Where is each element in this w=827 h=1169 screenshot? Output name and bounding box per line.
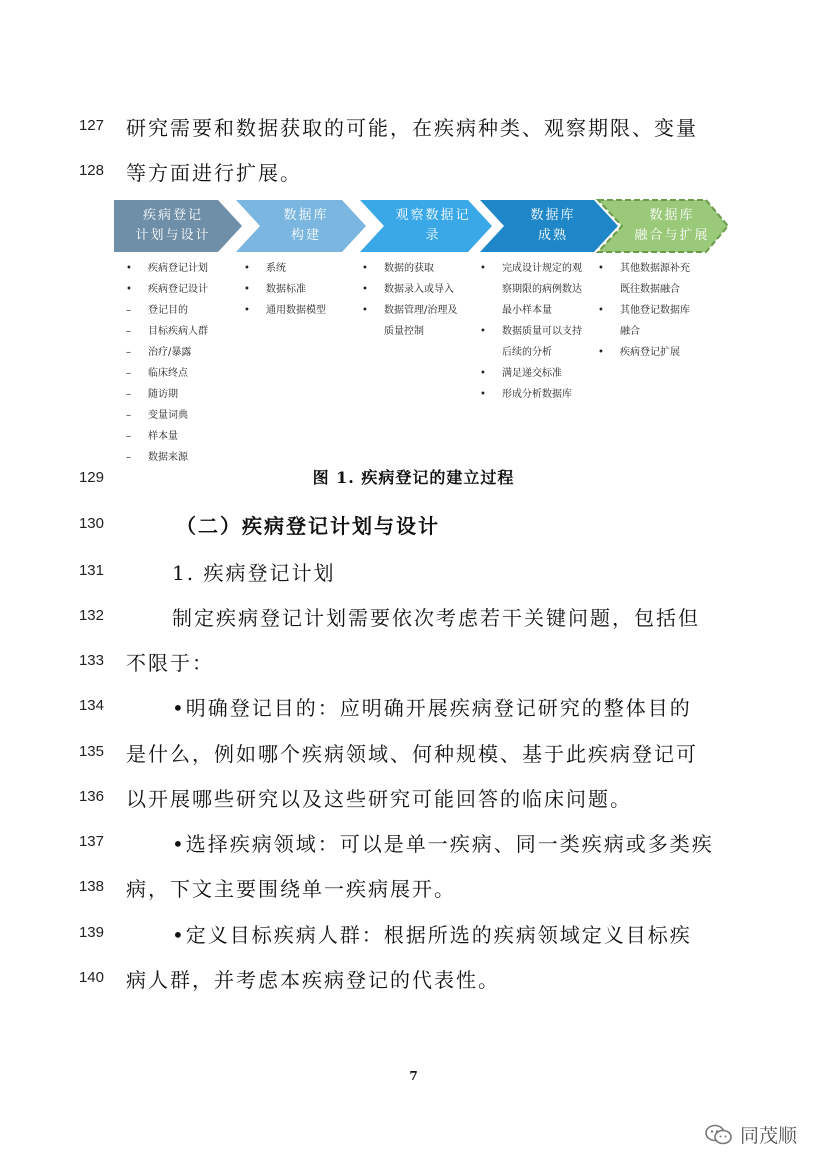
bullet-marker: – <box>126 452 131 463</box>
figure-list-item-text: 样本量 <box>148 431 178 442</box>
figure-column-1 <box>122 258 240 463</box>
figure-list-item-text: 融合 <box>620 326 640 337</box>
bullet-marker: – <box>126 305 131 316</box>
page-number: 7 <box>409 1069 418 1083</box>
bullet-marker: • <box>362 305 368 316</box>
figure-list-item-text: 登记目的 <box>148 305 188 316</box>
figure-column-5 <box>594 258 718 452</box>
figure-column-3 <box>358 258 478 452</box>
line-number: 135 <box>78 743 104 760</box>
line-number: 130 <box>78 515 104 532</box>
figure-list-item <box>240 258 358 279</box>
figure-list-item <box>594 321 718 342</box>
bullet-line: •定义目标疾病人群：根据所选的疾病领域定义目标疾 <box>172 923 692 947</box>
figure-column-2 <box>240 258 358 452</box>
subsection-heading: 1. 疾病登记计划 <box>172 561 336 585</box>
figure-list-item <box>122 321 240 342</box>
figure-list-item <box>594 300 718 321</box>
bullet-marker: • <box>598 347 604 358</box>
figure-list-item-text: 质量控制 <box>384 326 424 337</box>
figure-list-item-text: 其他数据源补充 <box>620 263 690 274</box>
figure-list-item <box>122 279 240 300</box>
figure-list-item <box>358 279 478 300</box>
figure-list-item-text: 系统 <box>266 263 286 274</box>
figure-list-item <box>240 300 358 321</box>
bullet-marker: – <box>126 410 131 421</box>
figure-list-item-text: 疾病登记扩展 <box>620 347 680 358</box>
line-number: 134 <box>78 697 104 714</box>
chevron-step-1-label: 疾病登记 计划与设计 <box>135 208 211 243</box>
figure-list-item <box>476 321 600 342</box>
figure-list-item-text: 疾病登记设计 <box>148 284 208 295</box>
line-number: 139 <box>78 924 104 941</box>
figure-list-item <box>476 300 600 321</box>
line-number: 128 <box>78 162 104 179</box>
figure-list-item-text: 完成设计规定的观 <box>502 263 582 274</box>
bullet-marker: – <box>126 368 131 379</box>
bullet-marker: • <box>126 284 132 295</box>
figure-list-item <box>476 342 600 363</box>
figure-list-item-text: 数据质量可以支持 <box>502 326 582 337</box>
figure-list-item <box>358 300 478 321</box>
figure-list-item <box>594 258 718 279</box>
bullet-marker: • <box>244 305 250 316</box>
watermark-text: 同茂顺 <box>740 1125 798 1147</box>
figure-list-item <box>122 363 240 384</box>
figure-list-item-text: 随访期 <box>148 389 178 400</box>
bullet-marker: – <box>126 347 131 358</box>
line-number: 127 <box>78 117 104 134</box>
paragraph-line: 病，下文主要围绕单一疾病展开。 <box>126 877 456 901</box>
line-number: 132 <box>78 607 104 624</box>
figure-list-item <box>122 342 240 363</box>
line-number: 133 <box>78 652 104 669</box>
figure-column-4 <box>476 258 600 452</box>
figure-list-item-text: 数据录入或导入 <box>384 284 454 295</box>
figure-list-item-text: 形成分析数据库 <box>502 389 572 400</box>
figure-list-item <box>358 258 478 279</box>
figure-list-item-text: 变量词典 <box>148 410 188 421</box>
figure-list-item <box>122 384 240 405</box>
chevron-step-2-label: 数据库 构建 <box>283 208 329 243</box>
figure-list-item-text: 最小样本量 <box>502 305 552 316</box>
watermark <box>704 1121 797 1148</box>
wechat-icon <box>704 1123 734 1147</box>
bullet-marker: • <box>244 284 250 295</box>
figure-list-item-text: 通用数据模型 <box>266 305 326 316</box>
paragraph-line: 等方面进行扩展。 <box>126 161 302 185</box>
bullet-marker: • <box>362 284 368 295</box>
figure-list-item-text: 数据标准 <box>266 284 306 295</box>
bullet-marker: • <box>126 263 132 274</box>
figure-list-item-text: 既往数据融合 <box>620 284 680 295</box>
figure-caption: 图 1. 疾病登记的建立过程 <box>312 468 515 487</box>
figure-list-item-text: 治疗/暴露 <box>148 347 192 358</box>
bullet-marker: • <box>480 389 486 400</box>
figure-list-item-text: 疾病登记计划 <box>148 263 208 274</box>
bullet-marker: – <box>126 326 131 337</box>
figure-list-item-text: 数据管理/治理及 <box>384 305 458 316</box>
figure-list-item-text: 满足递交标准 <box>502 368 562 379</box>
line-number: 137 <box>78 833 104 850</box>
paragraph-line: 不限于： <box>126 651 214 675</box>
bullet-marker: • <box>598 305 604 316</box>
figure-list-item-text: 其他登记数据库 <box>620 305 690 316</box>
bullet-marker: • <box>480 368 486 379</box>
bullet-marker: – <box>126 389 131 400</box>
bullet-line: •选择疾病领域：可以是单一疾病、同一类疾病或多类疾 <box>172 832 714 856</box>
figure-list-item <box>240 279 358 300</box>
figure-list-item-text: 数据来源 <box>148 452 188 463</box>
figure-list-item-text: 数据的获取 <box>384 263 434 274</box>
figure-list-item-text: 察期限的病例数达 <box>502 284 582 295</box>
line-number: 129 <box>78 469 104 486</box>
bullet-marker: • <box>480 263 486 274</box>
figure-list-item <box>476 279 600 300</box>
paragraph-line: 研究需要和数据获取的可能，在疾病种类、观察期限、变量 <box>126 116 698 140</box>
figure-list-item <box>476 384 600 405</box>
figure-list-item-text: 后续的分析 <box>502 347 552 358</box>
chevron-step-3-label: 观察数据记 录 <box>395 208 471 243</box>
section-heading: （二）疾病登记计划与设计 <box>176 514 440 538</box>
bullet-marker: • <box>480 326 486 337</box>
bullet-marker: • <box>244 263 250 274</box>
paragraph-line: 以开展哪些研究以及这些研究可能回答的临床问题。 <box>126 787 632 811</box>
figure-list-item <box>122 426 240 447</box>
figure-list-item-text: 临床终点 <box>148 368 188 379</box>
figure-list-item <box>358 321 478 342</box>
figure-list-item <box>476 258 600 279</box>
figure-list-item-text: 目标疾病人群 <box>148 326 208 337</box>
line-number: 131 <box>78 562 104 579</box>
figure-list-item <box>594 279 718 300</box>
figure-list-item <box>122 405 240 426</box>
line-number: 136 <box>78 788 104 805</box>
figure-list-item <box>122 300 240 321</box>
bullet-marker: – <box>126 431 131 442</box>
chevron-step-4-label: 数据库 成熟 <box>530 208 576 243</box>
figure-list-item <box>476 363 600 384</box>
figure-list-item <box>122 258 240 279</box>
bullet-marker: • <box>598 263 604 274</box>
figure-list-item <box>594 342 718 363</box>
chevron-step-5-label: 数据库 融合与扩展 <box>634 208 710 243</box>
paragraph-line: 是什么，例如哪个疾病领域、何种规模、基于此疾病登记可 <box>126 742 698 766</box>
bullet-line: •明确登记目的：应明确开展疾病登记研究的整体目的 <box>172 696 692 720</box>
paragraph-line: 制定疾病登记计划需要依次考虑若干关键问题，包括但 <box>172 606 700 630</box>
line-number: 140 <box>78 969 104 986</box>
line-number: 138 <box>78 878 104 895</box>
paragraph-line: 病人群，并考虑本疾病登记的代表性。 <box>126 968 500 992</box>
bullet-marker: • <box>362 263 368 274</box>
